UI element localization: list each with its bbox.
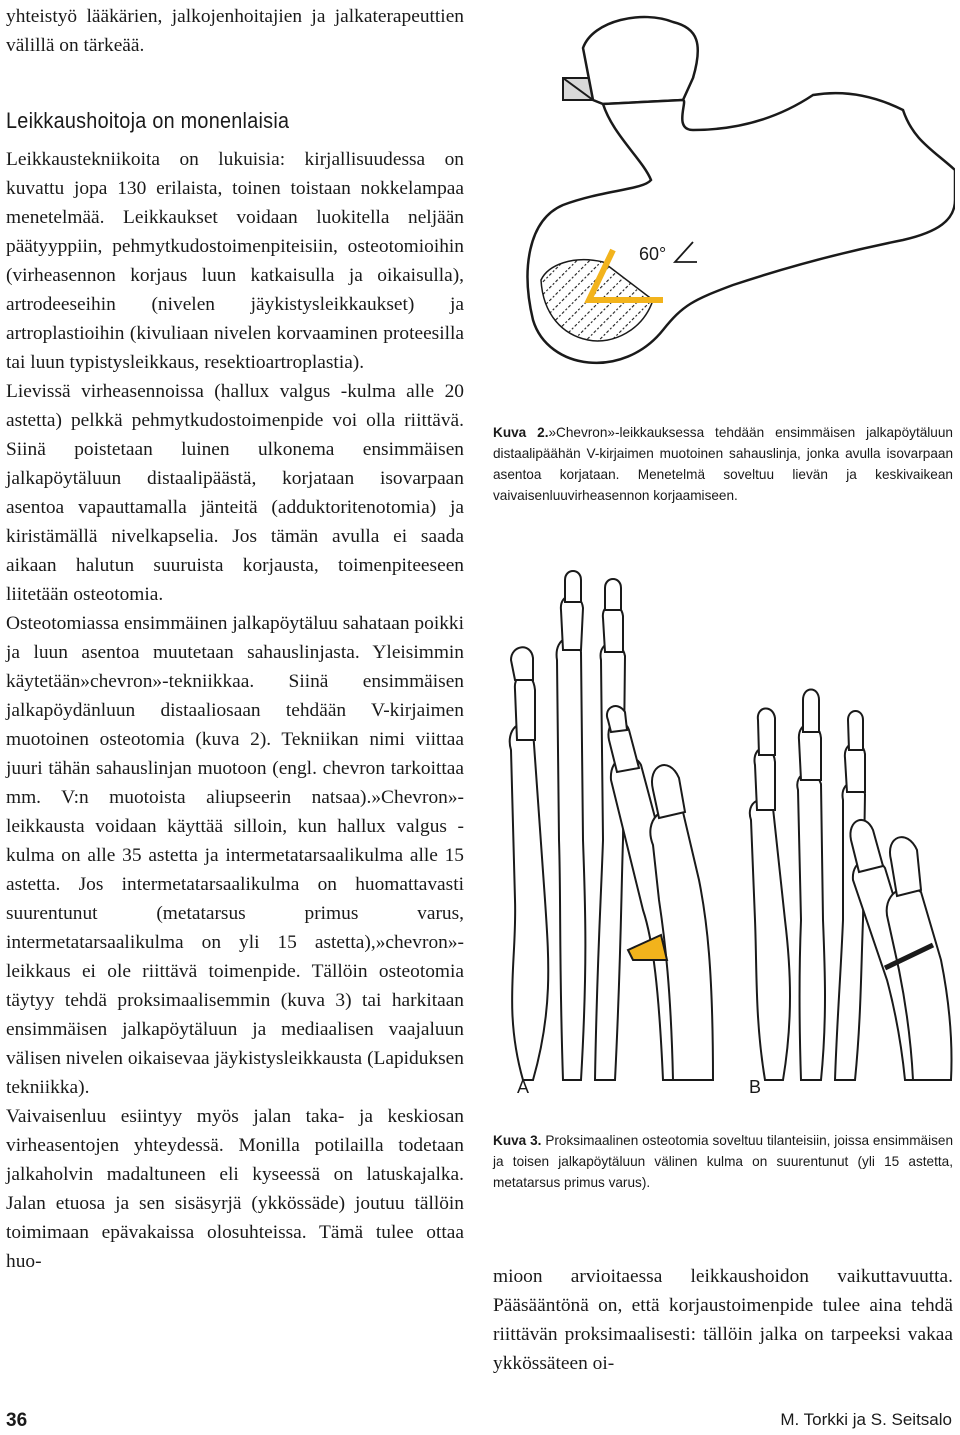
- figure-2-caption-label: Kuva 2.: [493, 425, 549, 440]
- right-text-column: [493, 1262, 953, 1378]
- section-heading: Leikkaushoitoja on monenlaisia: [6, 108, 290, 133]
- foot-a: [510, 571, 713, 1080]
- angle-label: 60°: [639, 244, 667, 264]
- foot-b: [750, 690, 952, 1081]
- paragraph-3: Osteotomiassa ensimmäinen jalkapöytäluu sahataan poikki ja luun asentoa muutetaan sahauslinjasta. Yleisimmin käytetään»chevron»-tekniikkaa. Siinä ensimmäisen jalkapöydänluun distaaliosaan tehdään V-kirjaimen muotoinen osteotomia (kuva 2). Tekniikan nimi viittaa juuri tähän sahauslinjan muotoon (engl. chevron tarkoittaa mm. V:n muotoista aliupseerin natsaa).»Chevron»-leikkausta voidaan käyttää silloin, kun hallux valgus -kulma on alle 35 astetta ja intermetatarsaalikulma alle 15 astetta. Jos intermetatarsaalikulma on huomattavasti suurentunut (metatarsus primus varus, intermetatarsaalikulma on yli 15 astetta),»chevron»-leikkaus ei ole riittävä toimenpide. Tällöin osteotomia täytyy tehdä proksimaalisemmin (kuva 3) tai harkitaan ensimmäisen jalkapöytäluun ja mediaalisen vaajaluun välisen nivelen oikaisevaa jäykistysleikkausta (Lapiduksen tekniikka).: [6, 613, 464, 1098]
- figure-2-illustration: [493, 0, 955, 410]
- intro-paragraph: yhteistyö lääkärien, jalkojenhoitajien ja jalkaterapeuttien välillä on tärkeää.: [6, 6, 464, 56]
- figure-3-label-a: A: [517, 1077, 530, 1097]
- page-number: 36: [6, 1410, 28, 1431]
- paragraph-1: Leikkaustekniikoita on lukuisia: kirjallisuudessa on kuvattu jopa 130 erilaista, toinen toistaan nokkelampaa menetelmää. Leikkaukset voidaan luokitella neljään päätyyppiin, pehmytkudostoimenpiteisiin, osteotomioihin (virheasennon korjaus luun katkaisulla ja oikaisulla), artrodeeseihin (nivelen jäykistysleikkaukset) ja artroplastioihin (kivuliaan nivelen korvaaminen proteesilla tai luun typistysleikkaus, resektioartroplastia).: [6, 149, 464, 373]
- figure-3-caption-label: Kuva 3.: [493, 1133, 542, 1148]
- figure-3-illustration: [493, 540, 955, 1100]
- right-paragraph: mioon arvioitaessa leikkaushoidon vaikuttavuutta. Pääsääntönä on, että korjaustoimenpide tulee aina tehdä riittävän proksimaalisesti: tällöin jalka on tarpeeksi vakaa ykkössäteen oi-: [493, 1266, 953, 1374]
- paragraph-4: Vaivaisenluu esiintyy myös jalan taka- ja keskiosan virheasentojen yhteydessä. Monilla potilailla todetaan jalkaholvin madaltuneen eli kyseessä on latuskajalka. Jalan etuosa ja sen sisäsyrjä (ykkössäde) joutuu tällöin toimimaan epävakaissa olosuhteissa. Tämä tulee ottaa huo-: [6, 1106, 464, 1272]
- figure-3-caption-text: Proksimaalinen osteotomia soveltuu tilanteisiin, joissa ensimmäisen ja toisen jalkapöytäluun välinen kulma on suurentunut (yli 15 astetta, metatarsus primus varus).: [493, 1133, 954, 1190]
- left-text-column: [6, 2, 464, 1276]
- figure-2-caption: [493, 422, 953, 506]
- bone-base-cap: [563, 17, 698, 104]
- figure-3-label-b: B: [749, 1077, 762, 1097]
- footer-authors: M. Torkki ja S. Seitsalo: [780, 1410, 952, 1429]
- figure-3-caption: [493, 1130, 953, 1193]
- paragraph-2: Lievissä virheasennoissa (hallux valgus -kulma alle 20 astetta) pelkkä pehmytkudostoimenpide voi olla riittävä. Siinä poistetaan luinen ulkonema ensimmäisen jalkapöytäluun distaalipäästä, korjataan isovarpaan asentoa vapauttamalla jänteitä (adduktoritenotomia) ja kiristämällä nivelkapselia. Jos tämän avulla ei saada aikaan halutun suuruista korjausta, toimenpiteeseen liitetään osteotomia.: [6, 381, 464, 605]
- figure-2-caption-text: »Chevron»-leikkauksessa tehdään ensimmäisen jalkapöytäluun distaalipäähän V-kirjaimen muotoinen sahauslinja, jonka avulla isovarpaan asentoa korjataan. Menetelmä soveltuu lievän ja keskivaikean vaivaisenluuvirheasennon korjaamiseen.: [493, 425, 953, 503]
- foot-a-wedge-osteotomy: [628, 935, 667, 960]
